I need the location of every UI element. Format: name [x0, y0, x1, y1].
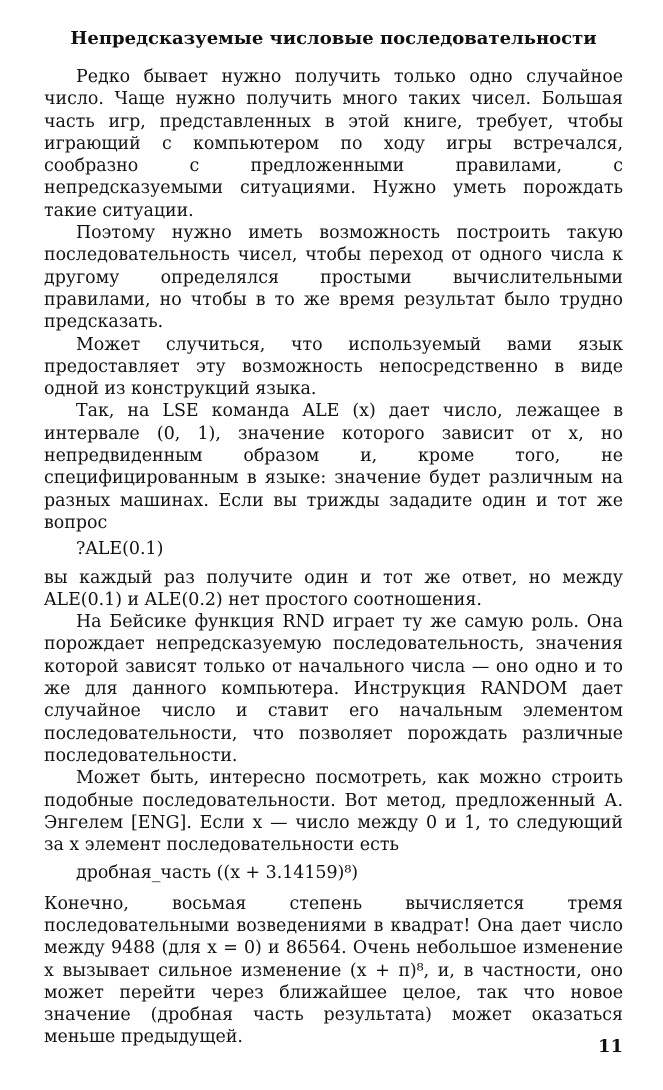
paragraph-2: Поэтому нужно иметь возможность построить такую последовательность чисел, чтобы переход от одного числа к другому определялся простыми вычислительными правилами, но чтобы в то же время результат было трудно предсказать. [44, 223, 623, 333]
paragraph-4: Так, на LSE команда ALE (x) дает число, лежащее в интервале (0, 1), значение которого зависит от x, но непредвиденным образом и, кроме того, не специфицированным в языке: значение будет различным на разных машинах. Если вы трижды зададите один и тот же вопрос [44, 401, 623, 533]
page-number: 11 [597, 1036, 623, 1057]
paragraph-8: Конечно, восьмая степень вычисляется тремя последовательными возведениями в квадрат! Она дает число между 9488 (для x = 0) и 86564. Очень небольшое изменение x вызывает сильное изменение (x + π)⁸, и, в частности, оно может перейти через ближайшее целое, так что новое значение (дробная часть результата) может оказаться меньше предыдущей. [44, 893, 623, 1048]
section-title: Непредсказуемые числовые последовательности [70, 28, 597, 49]
formula-fractional-part: дробная_часть ((x + 3.14159)⁸) [76, 863, 359, 884]
paragraph-6: На Бейсике функция RND играет ту же самую роль. Она порождает непредсказуемую последовательность, значения которой зависят только от начального числа — оно одно и то же для данного компьютера. Инструкция RANDOM дает случайное число и ставит его начальным элементом последовательности, что позволяет порождать различные последовательности. [44, 612, 623, 766]
paragraph-3: Может случиться, что используемый вами язык предоставляет эту возможность непосредственно в виде одной из конструкций языка. [44, 334, 623, 400]
paragraph-7: Может быть, интересно посмотреть, как можно строить подобные последовательности. Вот метод, предложенный А. Энгелем [ENG]. Если x — число между 0 и 1, то следующий за x элемент последовательности есть [44, 768, 623, 856]
paragraph-5: вы каждый раз получите один и тот же ответ, но между ALE(0.1) и ALE(0.2) нет простого соотношения. [44, 567, 623, 610]
paragraph-1: Редко бывает нужно получить только одно случайное число. Чаще нужно получить много таких чисел. Большая часть игр, представленных в этой книге, требует, чтобы играющий с компьютером по ходу игры встречался, сообразно с предложенными правилами, с непредсказуемыми ситуациями. Нужно уметь порождать такие ситуации. [44, 67, 623, 221]
formula-ale: ?ALE(0.1) [76, 539, 164, 560]
